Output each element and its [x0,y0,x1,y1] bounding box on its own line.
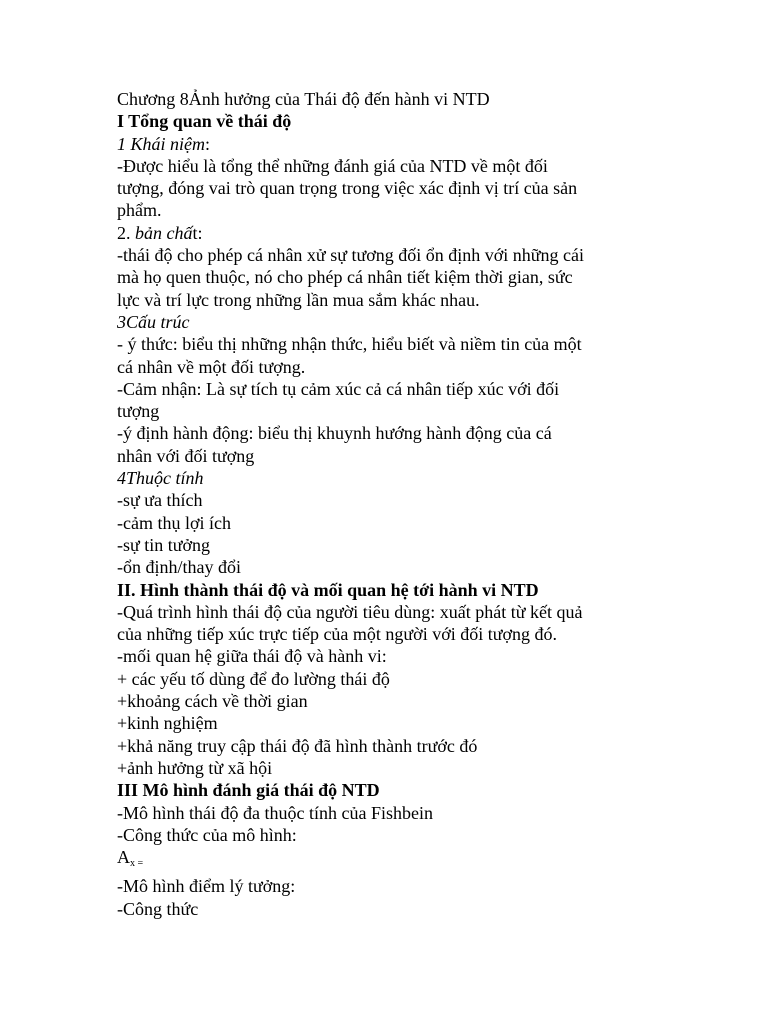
section-2-line: của những tiếp xúc trực tiếp của một người với đối tượng đó. [117,624,557,645]
nature-prefix: 2. [117,222,135,243]
concept-line: phẩm. [117,200,162,221]
section-2-heading: II. Hình thành thái độ và mối quan hệ tới hành vi NTD [117,579,539,600]
section-2-line: +ảnh hưởng từ xã hội [117,757,273,778]
formula-line [117,846,728,875]
structure-line: nhân với đối tượng [117,445,255,466]
section-3-line: -Công thức của mô hình: [117,824,297,845]
nature-line: mà họ quen thuộc, nó cho phép cá nhân tiết kiệm thời gian, sức [117,267,573,288]
structure-line: - ý thức: biểu thị những nhận thức, hiểu biết và niềm tin của một [117,334,582,355]
section-3-line: -Mô hình thái độ đa thuộc tính của Fishbein [117,802,433,823]
section-2-line: -mối quan hệ giữa thái độ và hành vi: [117,646,387,667]
concept-line: tượng, đóng vai trò quan trọng trong việc xác định vị trí của sản [117,178,578,199]
attribute-item: -ổn định/thay đổi [117,557,241,578]
concept-line: -Được hiểu là tổng thể những đánh giá của NTD về một đối [117,155,548,176]
nature-line: lực và trí lực trong những lần mua sắm khác nhau. [117,289,480,310]
section-3-line: -Mô hình điểm lý tưởng: [117,876,296,897]
section-2-line: +khả năng truy cập thái độ đã hình thành trước đó [117,735,478,756]
concept-colon: : [205,133,211,154]
structure-label: 3Cấu trúc [117,311,190,332]
attributes-label: 4Thuộc tính [117,468,204,489]
attribute-item: -cảm thụ lợi ích [117,512,231,533]
nature-suffix: t: [192,222,203,243]
nature-label-line [117,222,728,244]
chapter-title: Chương 8Ảnh hưởng của Thái độ đến hành vi NTD [117,89,490,109]
structure-line: -Cảm nhận: Là sự tích tụ cảm xúc cả cá nhân tiếp xúc với đối [117,378,560,399]
structure-line: -ý định hành động: biểu thị khuynh hướng hành động của cá [117,423,552,444]
nature-line: -thái độ cho phép cá nhân xử sự tương đối ổn định với những cái [117,245,584,266]
attribute-item: -sự ưa thích [117,490,203,511]
section-3-line: -Công thức [117,898,199,919]
formula-subscript: x = [130,858,144,870]
section-2-line: -Quá trình hình thái độ của người tiêu dùng: xuất phát từ kết quả [117,601,583,622]
section-2-line: + các yếu tố dùng để đo lường thái độ [117,668,390,689]
formula-base: A [117,847,130,868]
section-1-heading: I Tổng quan về thái độ [117,111,292,132]
nature-label: bản chấ [135,222,193,243]
attribute-item: -sự tin tưởng [117,534,211,555]
concept-label-line [117,133,728,155]
structure-line: cá nhân về một đối tượng. [117,356,306,377]
section-3-heading: III Mô hình đánh giá thái độ NTD [117,780,380,801]
section-2-line: +khoảng cách về thời gian [117,691,308,712]
concept-label: 1 Khái niệm [117,133,205,154]
section-2-line: +kinh nghiệm [117,713,218,734]
structure-line: tượng [117,401,160,422]
